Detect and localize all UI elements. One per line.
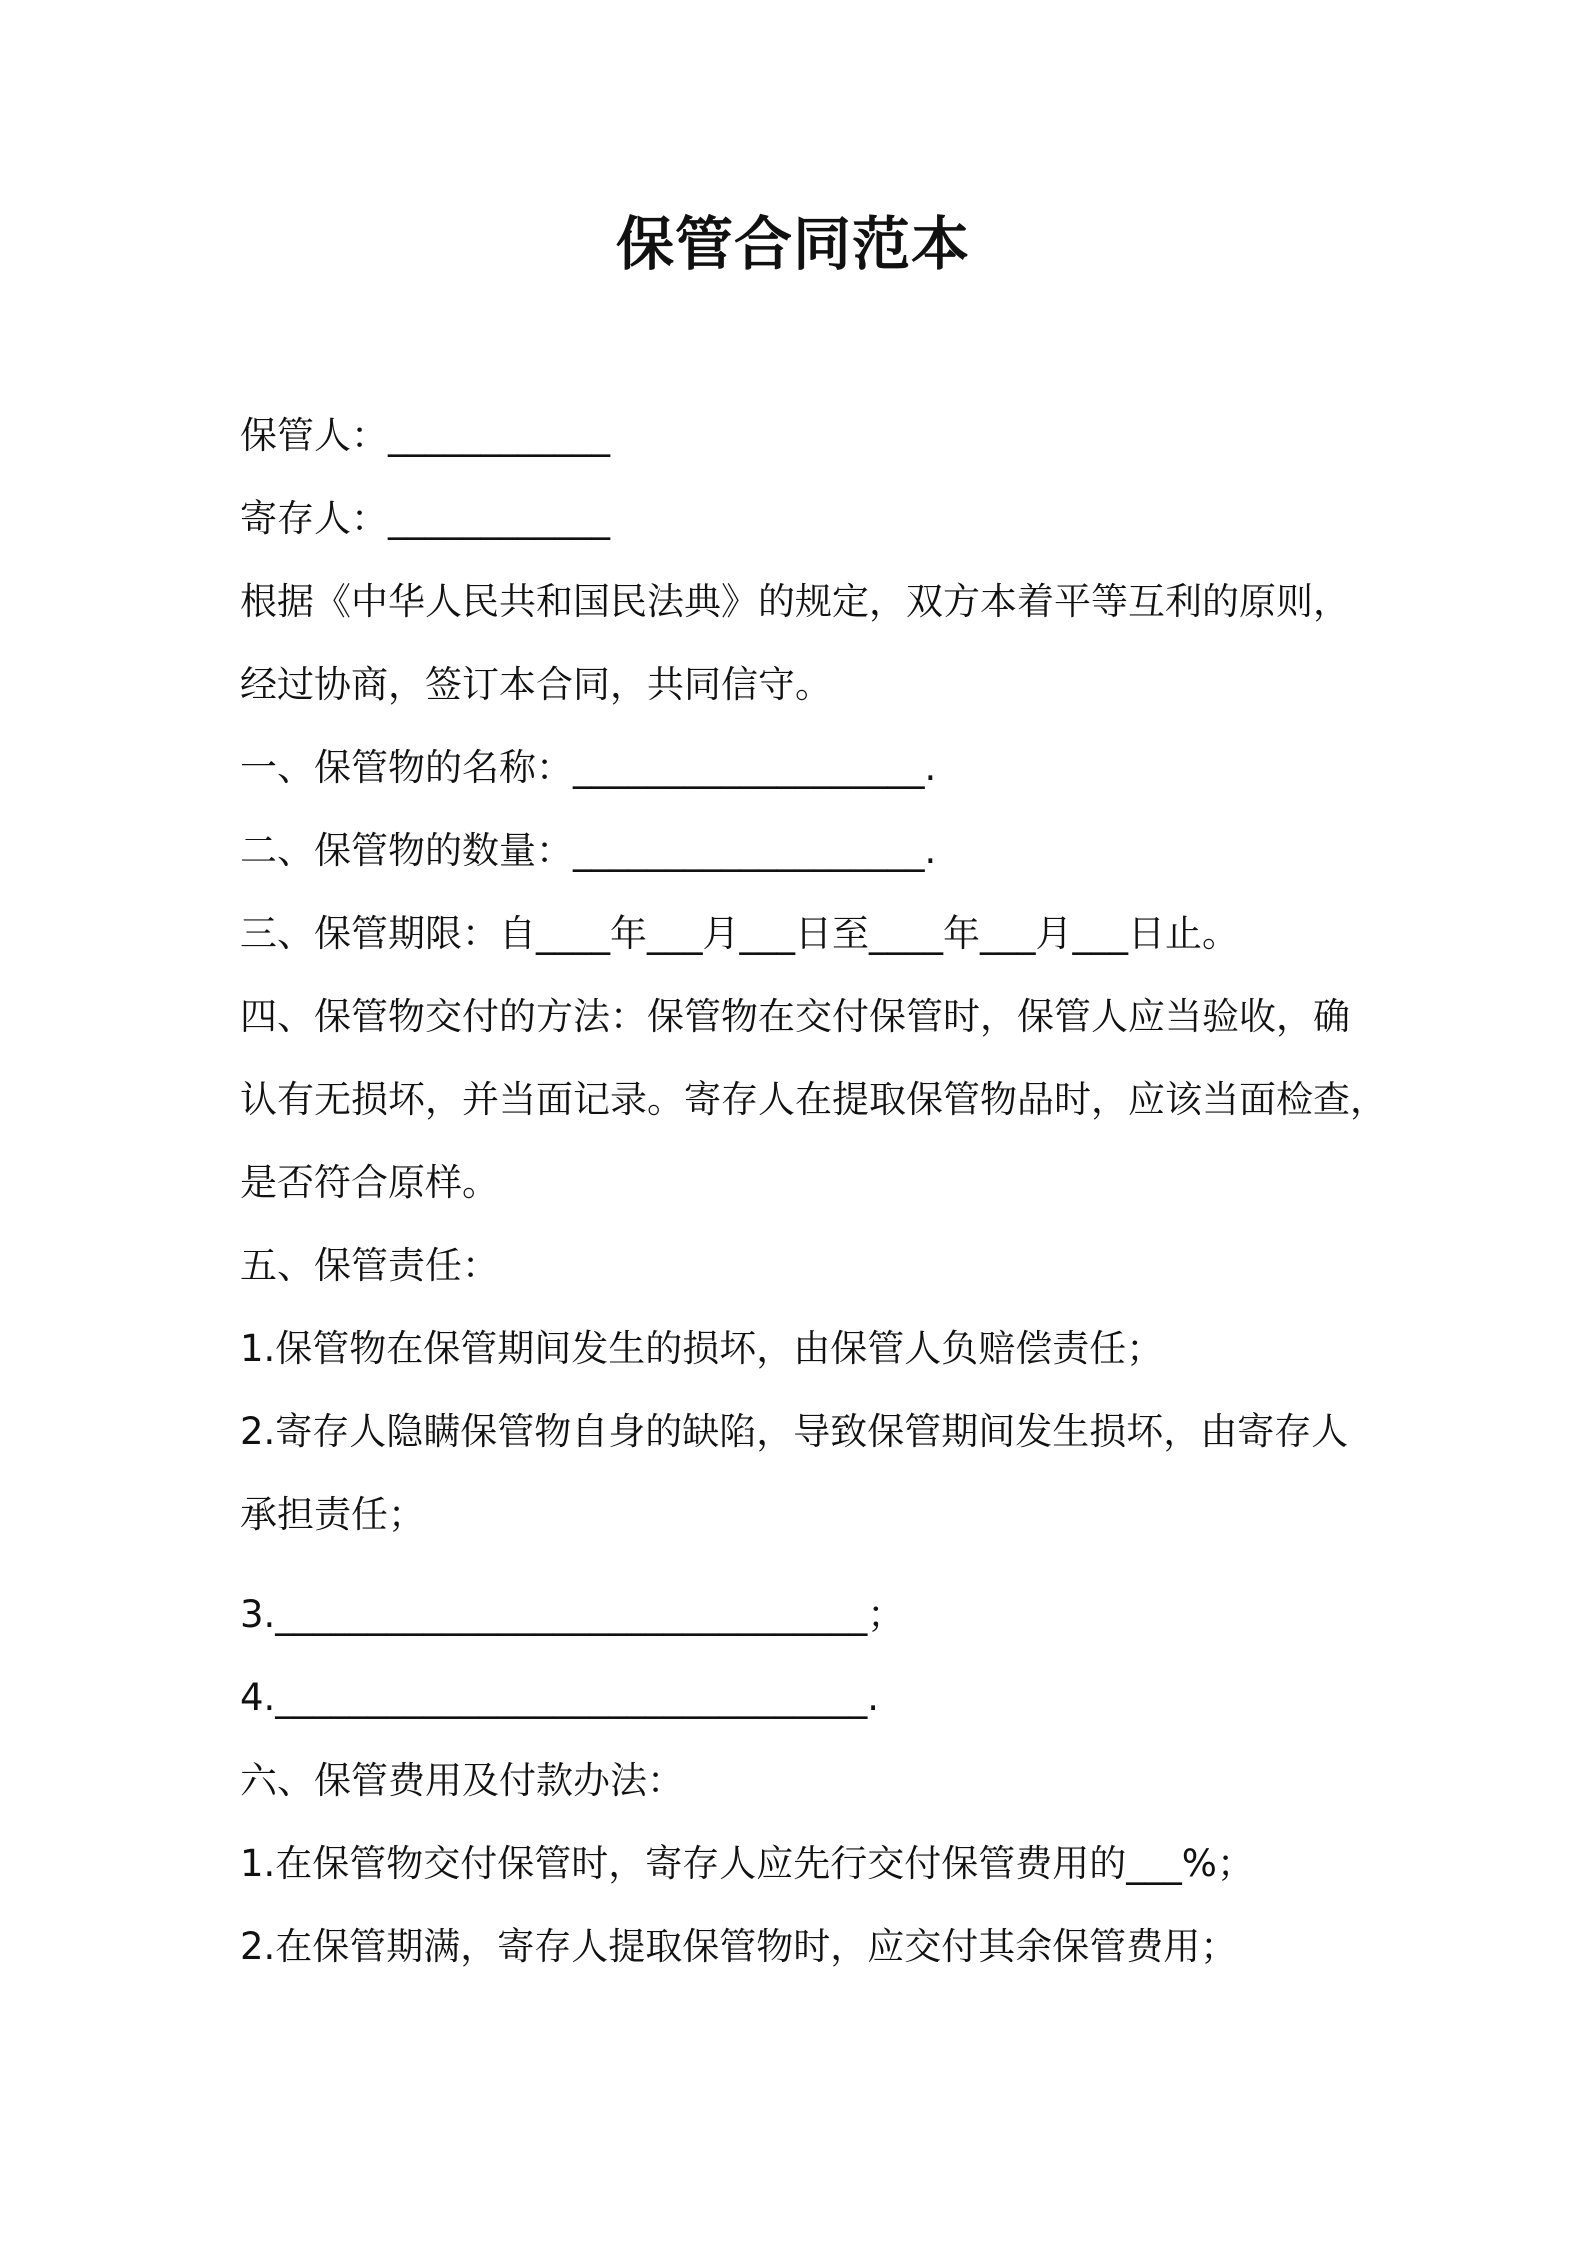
- preamble-line-1: 根据《中华人民共和国民法典》的规定，双方本着平等互利的原则，: [240, 580, 1350, 623]
- clause-6-item-2: 2.在保管期满，寄存人提取保管物时，应交付其余保管费用；: [240, 1925, 1238, 1968]
- clause-5-item-1: 1.保管物在保管期间发生的损坏，由保管人负赔偿责任；: [240, 1327, 1164, 1370]
- clause-5-heading: 五、保管责任：: [240, 1244, 499, 1287]
- clause-6-item-1: 1.在保管物交付保管时，寄存人应先行交付保管费用的___%；: [240, 1842, 1254, 1885]
- clause-5-item-2-line-2: 承担责任；: [240, 1493, 425, 1536]
- clause-6-heading: 六、保管费用及付款办法：: [240, 1759, 684, 1802]
- clause-4-line-1: 四、保管物交付的方法：保管物在交付保管时，保管人应当验收，确: [240, 995, 1350, 1038]
- preamble-line-2: 经过协商，签订本合同，共同信守。: [240, 663, 832, 706]
- clause-5-item-3: 3.________________________________；: [240, 1593, 905, 1636]
- clause-4-line-3: 是否符合原样。: [240, 1161, 499, 1204]
- document-title: 保管合同范本: [615, 210, 970, 278]
- clause-1-item-name: 一、保管物的名称：___________________.: [240, 746, 937, 789]
- clause-2-item-quantity: 二、保管物的数量：___________________.: [240, 829, 937, 872]
- depositor-line: 寄存人：____________: [240, 497, 610, 540]
- depositary-line: 保管人：____________: [240, 414, 610, 457]
- clause-5-item-4: 4.________________________________.: [240, 1676, 880, 1719]
- clause-3-term: 三、保管期限：自____年___月___日至____年___月___日止。: [240, 912, 1239, 955]
- clause-4-line-2: 认有无损坏，并当面记录。寄存人在提取保管物品时，应该当面检查，: [240, 1078, 1387, 1121]
- clause-5-item-2-line-1: 2.寄存人隐瞒保管物自身的缺陷，导致保管期间发生损坏，由寄存人: [240, 1410, 1349, 1453]
